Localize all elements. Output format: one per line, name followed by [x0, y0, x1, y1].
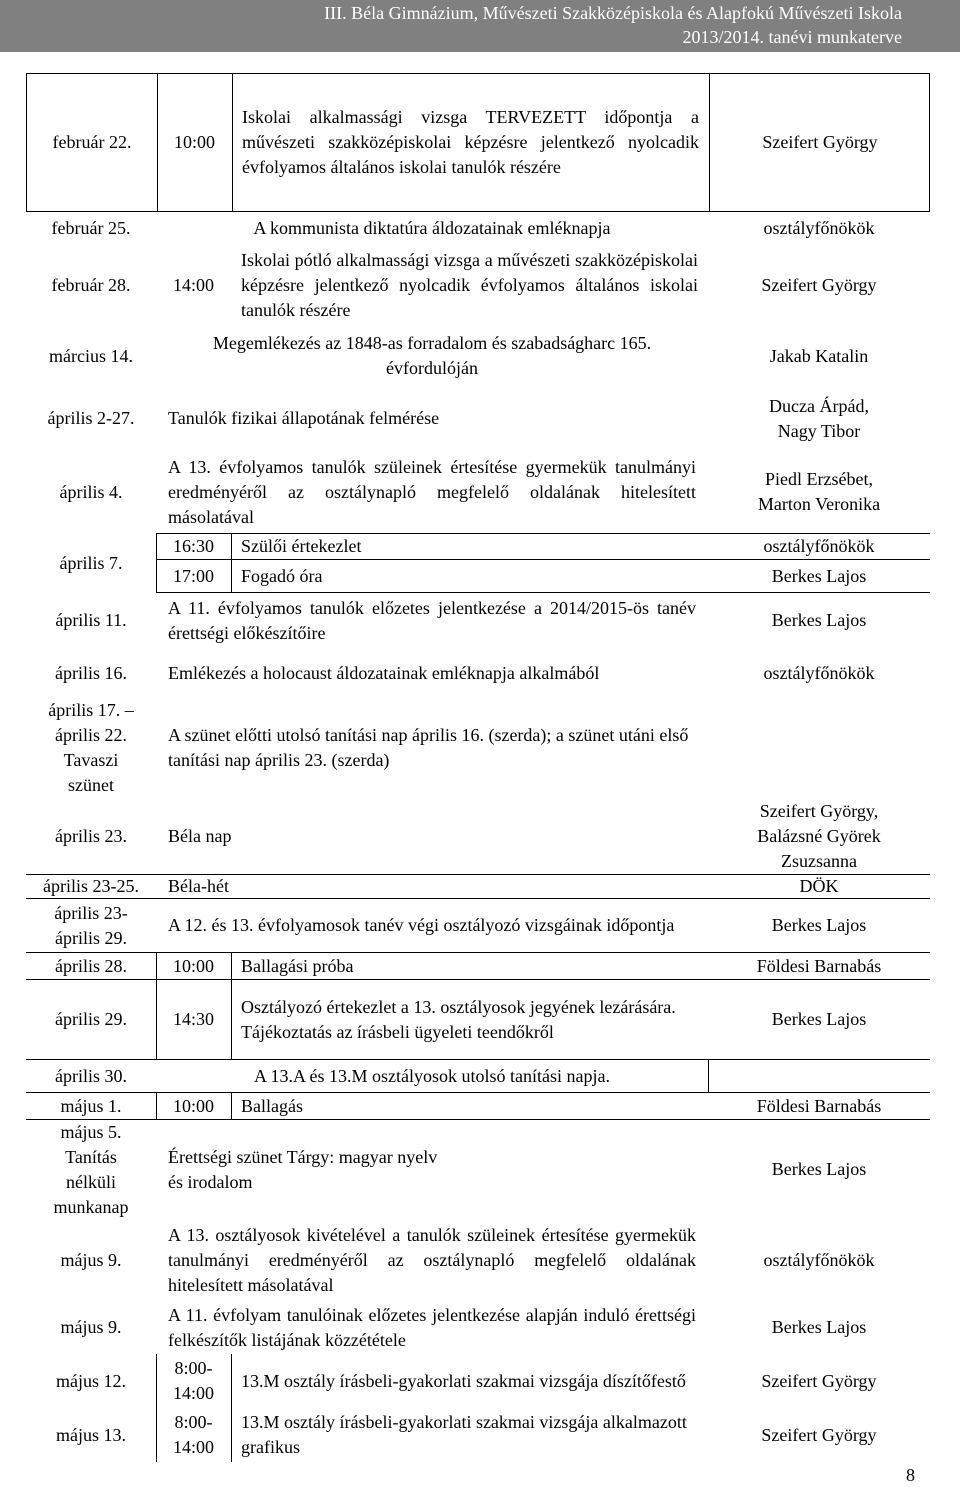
row-description: A kommunista diktatúra áldozatainak emléknapja [253, 217, 611, 238]
row-description: Tanulók fizikai állapotának felmérése [168, 408, 440, 428]
row-description: Emlékezés a holocaust áldozatainak emléknapja alkalmából [168, 662, 600, 683]
table-row [26, 952, 930, 979]
table-row [26, 1408, 930, 1462]
table-row [26, 1059, 930, 1092]
row-responsible: Földesi Barnabás [756, 955, 882, 976]
row-date: május 9. [60, 1249, 122, 1270]
row-date: május 9. [60, 1317, 122, 1337]
row-date: február 25. [51, 217, 131, 238]
row-responsible: Szeifert György [761, 1370, 877, 1391]
row-date: április 7. [59, 552, 123, 573]
row-time: 14:30 [172, 1009, 214, 1029]
table-row [26, 326, 930, 386]
row-date: február 22. [52, 132, 132, 152]
row-description: A 13.A és 13.M osztályosok utolsó tanítási napja. [254, 1065, 610, 1086]
row-description: A 11. évfolyamos tanulók előzetes jelentkezése a 2014/2015-ös tanév érettségi előkészítőire [168, 597, 696, 643]
row-responsible: Szeifert György, Balázsné Györek Zsuzsanna [757, 800, 881, 871]
row-description: Iskolai pótló alkalmassági vizsga a művészeti szakközépiskolai képzésre jelentkező nyolcadik évfolyamos általános iskolai tanulók részére [241, 249, 698, 320]
table-row [156, 559, 930, 593]
row-date: április 30. [55, 1065, 127, 1086]
row-responsible: osztályfőnökök [763, 536, 875, 556]
row-time: 8:00- 14:00 [172, 1358, 214, 1403]
table-row [26, 648, 930, 698]
row-responsible: Szeifert György [762, 132, 878, 152]
table-row [26, 211, 930, 244]
table-row [26, 244, 930, 326]
row-description: A szünet előtti utolsó tanítási nap április 16. (szerda); a szünet utáni első tanítási nap április 23. (szerda) [168, 725, 689, 770]
table-row [26, 1354, 930, 1408]
row-description: A 13. évfolyamos tanulók szüleinek értesítése gyermekük tanulmányi eredményéről az osztálynapló megfelelő oldalának hitelesített másolatával [168, 456, 696, 527]
table-row [26, 798, 930, 874]
row-description: A 13. osztályosok kivételével a tanulók szüleinek értesítése gyermekük tanulmányi eredményéről az osztálynapló megfelelő oldalának hitelesített másolatával [168, 1224, 696, 1295]
row-responsible: DÖK [799, 876, 839, 896]
table-row [26, 73, 930, 211]
table-row [26, 979, 930, 1059]
row-responsible: Berkes Lajos [771, 915, 867, 935]
row-date: május 12. [56, 1370, 126, 1391]
table-row [26, 698, 930, 798]
row-date: április 23-25. [43, 876, 139, 896]
row-description: Osztályozó értekezlet a 13. osztályosok jegyének lezárására. Tájékoztatás az írásbeli ügyeleti teendőkről [241, 996, 676, 1042]
table-row [26, 874, 930, 898]
row-responsible: Szeifert György [761, 274, 877, 295]
row-date: április 16. [55, 662, 127, 683]
row-responsible: Ducza Árpád, Nagy Tibor [769, 395, 869, 441]
row-description: Béla-hét [168, 876, 229, 896]
row-responsible: Berkes Lajos [771, 1317, 867, 1337]
header-school-name: III. Béla Gimnázium, Művészeti Szakközépiskola és Alapfokú Művészeti Iskola [324, 3, 902, 23]
row-date: február 28. [51, 274, 131, 295]
row-responsible: osztályfőnökök [763, 217, 875, 238]
row-description: A 12. és 13. évfolyamosok tanév végi osztályozó vizsgáinak időpontja [168, 915, 675, 935]
row-responsible: Jakab Katalin [769, 345, 869, 366]
row-date: május 13. [56, 1424, 126, 1445]
header-plan-title: 2013/2014. tanévi munkaterve [682, 27, 902, 47]
table-row [26, 451, 930, 533]
row-time: 10:00 [172, 955, 214, 976]
row-date: április 28. [55, 955, 127, 976]
row-time: 10:00 [172, 1095, 214, 1116]
table-row [156, 533, 930, 559]
table-row [26, 593, 930, 648]
row-date: április 4. [59, 481, 123, 502]
row-responsible: Berkes Lajos [771, 1159, 867, 1179]
table-row [26, 898, 930, 952]
table-row [26, 1092, 930, 1119]
row-date: május 1. [60, 1095, 122, 1116]
row-responsible: Berkes Lajos [771, 610, 867, 630]
row-time: 17:00 [172, 565, 214, 586]
row-responsible: osztályfőnökök [763, 662, 875, 683]
row-description: Béla nap [168, 825, 232, 846]
row-description: Iskolai alkalmassági vizsga TERVEZETT időpontja a művészeti szakközépiskolai képzésre jelentkező nyolcadik évfolyamos általános iskolai tanulók részére [242, 107, 699, 177]
table-row [26, 1301, 930, 1354]
row-date: április 17. – április 22. Tavaszi szünet [48, 700, 134, 795]
row-date: március 14. [49, 345, 133, 366]
row-responsible: Berkes Lajos [771, 1009, 867, 1029]
table-row [26, 1219, 930, 1301]
row-description: 13.M osztály írásbeli-gyakorlati szakmai vizsgája alkalmazott grafikus [241, 1412, 687, 1457]
row-date: április 23- április 29. [54, 902, 128, 948]
page-number: 8 [906, 1465, 915, 1485]
row-responsible [708, 698, 930, 798]
row-responsible [708, 1060, 930, 1092]
row-responsible: Földesi Barnabás [756, 1095, 882, 1116]
row-description: Ballagási próba [241, 955, 354, 976]
table-row [26, 1119, 930, 1219]
row-description: Szülői értekezlet [241, 536, 362, 556]
row-responsible: osztályfőnökök [763, 1249, 875, 1270]
row-date: április 2-27. [47, 408, 135, 428]
row-time: 10:00 [173, 132, 215, 152]
row-time: 14:00 [172, 274, 214, 295]
row-description: A 11. évfolyam tanulóinak előzetes jelentkezése alapján induló érettségi felkészítők listájának közzététele [168, 1304, 696, 1350]
row-time: 8:00- 14:00 [172, 1412, 214, 1457]
row-responsible: Berkes Lajos [771, 565, 867, 586]
row-description: Fogadó óra [241, 565, 323, 586]
row-description: Megemlékezés az 1848-as forradalom és szabadságharc 165. évfordulóján [212, 333, 652, 378]
row-time: 16:30 [172, 536, 214, 556]
row-date: április 11. [55, 610, 127, 630]
row-date: április 29. [55, 1009, 127, 1029]
row-description: Ballagás [241, 1095, 303, 1116]
page-header [0, 0, 960, 52]
row-responsible: Szeifert György [761, 1424, 877, 1445]
row-responsible: Piedl Erzsébet, Marton Veronika [757, 469, 881, 514]
row-description: 13.M osztály írásbeli-gyakorlati szakmai vizsgája díszítőfestő [241, 1370, 686, 1391]
row-date: május 5. Tanítás nélküli munkanap [53, 1121, 129, 1217]
table-row [26, 386, 930, 451]
row-description: Érettségi szünet Tárgy: magyar nyelv és irodalom [168, 1146, 438, 1192]
row-date: április 23. [55, 825, 127, 846]
